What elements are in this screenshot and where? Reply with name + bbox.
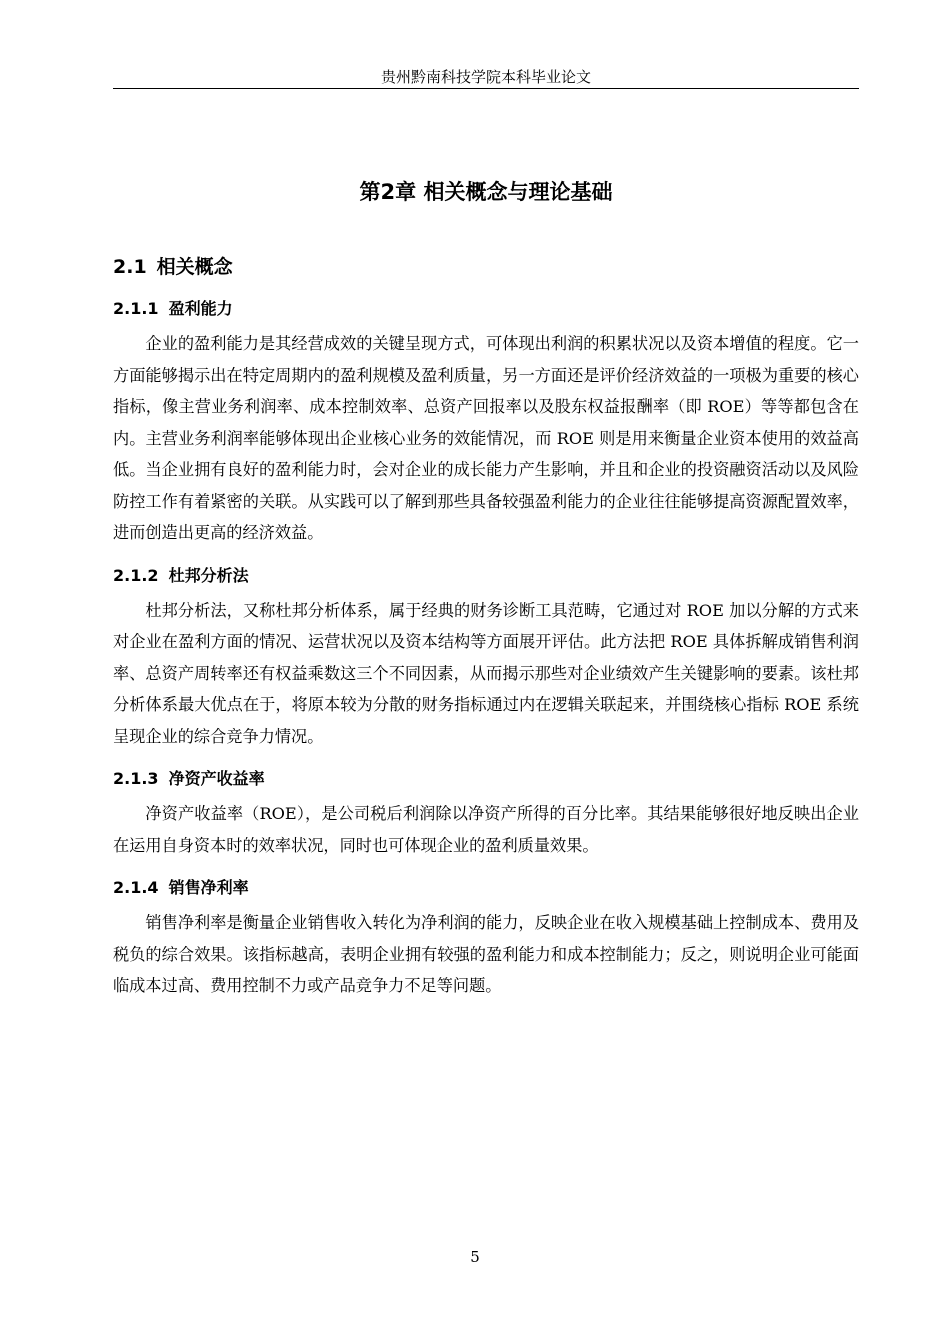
paragraph-dupont-analysis: 杜邦分析法，又称杜邦分析体系，属于经典的财务诊断工具范畴，它通过对 ROE 加以分解的方式来对企业在盈利方面的情况、运营状况以及资本结构等方面展开评估。此方法把 ROE 具体拆解成销售利润率、总资产周转率还有权益乘数这三个不同因素，从而揭示那些对企业绩效产生关键影响的要素。该杜邦分析体系最大优点在于，将原本较为分散的财务指标通过内在逻辑关联起来，并围绕核心指标 ROE 系统呈现企业的综合竞争力情况。 [113,600,859,746]
section-number: 2.1 [113,256,147,278]
chapter-title: 第2章 相关概念与理论基础 [359,180,613,204]
page-content [113,174,859,1016]
paragraph-roe: 净资产收益率（ROE），是公司税后利润除以净资产所得的百分比率。其结果能够很好地反映出企业在运用自身资本时的效率状况，同时也可体现企业的盈利质量效果。 [113,804,859,855]
subsection-number: 2.1.4 [113,878,159,897]
paragraph-profitability: 企业的盈利能力是其经营成效的关键呈现方式，可体现出利润的积累状况以及资本增值的程度。它一方面能够揭示出在特定周期内的盈利规模及盈利质量，另一方面还是评价经济效益的一项极为重要的核心指标，像主营业务利润率、成本控制效率、总资产回报率以及股东权益报酬率（即 ROE）等等都包含在内。主营业务利润率能够体现出企业核心业务的效能情况，而 ROE 则是用来衡量企业资本使用的效益高低。当企业拥有良好的盈利能力时，会对企业的成长能力产生影响，并且和企业的投资融资活动以及风险防控工作有着紧密的关联。从实践可以了解到那些具备较强盈利能力的企业往往能够提高资源配置效率，进而创造出更高的经济效益。 [113,334,859,542]
subsection-title: 杜邦分析法 [168,565,249,585]
running-header: 贵州黔南科技学院本科毕业论文 [380,68,591,86]
subsection-title: 净资产收益率 [168,769,265,788]
page-number: 5 [470,1248,480,1266]
subsection-heading-2-1-4 [113,875,859,901]
subsection-number: 2.1.3 [113,769,159,788]
section-heading [113,252,859,282]
subsection-number: 2.1.1 [113,299,159,318]
paragraph-net-profit-margin: 销售净利率是衡量企业销售收入转化为净利润的能力，反映企业在收入规模基础上控制成本、费用及税负的综合效果。该指标越高，表明企业拥有较强的盈利能力和成本控制能力；反之，则说明企业可能面临成本过高、费用控制不力或产品竞争力不足等问题。 [113,913,859,995]
header-rule [113,88,859,89]
subsection-heading-2-1-2 [113,563,859,589]
subsection-heading-2-1-1 [113,296,859,322]
subsection-title: 盈利能力 [168,299,233,318]
subsection-number: 2.1.2 [113,565,159,585]
section-title: 相关概念 [156,256,233,278]
subsection-title: 销售净利率 [168,878,249,897]
subsection-heading-2-1-3 [113,766,859,792]
